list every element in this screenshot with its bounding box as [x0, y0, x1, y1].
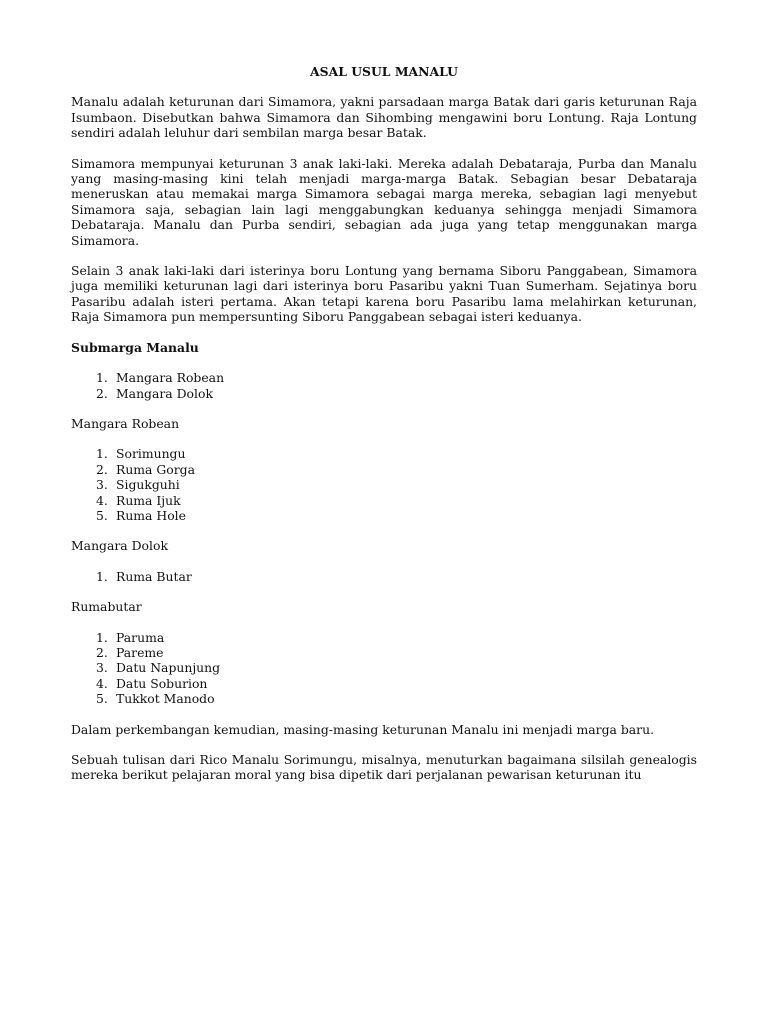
rumabutar-heading: Rumabutar — [71, 599, 142, 615]
document-title: ASAL USUL MANALU — [310, 64, 458, 79]
submarga-heading: Submarga Manalu — [71, 339, 199, 355]
list-item: 2. Pareme — [96, 644, 164, 660]
paragraph-descendants: Simamora mempunyai keturunan 3 anak laki-laki. Mereka adalah Debataraja, Purba dan Manalu yang masing-masing kini telah menjadi marga-marga Batak. Sebagian besar Debataraja meneruskan atau memakai marga Simamora sebagai marga mereka, sebagian lagi menyebut Simamora saja, sebagian lain lagi menggabungkan keduanya sehingga menjadi Simamora Debataraja. Manalu dan Purba sendiri, sebagian ada juga yang tetap menggunakan marga Simamora. — [71, 155, 697, 248]
list-item: 4. Datu Soburion — [96, 675, 208, 691]
submarga-list — [71, 370, 697, 401]
paragraph-development: Dalam perkembangan kemudian, masing-masing keturunan Manalu ini menjadi marga baru. — [71, 721, 655, 737]
robean-list — [71, 446, 697, 523]
list-item: 5. Tukkot Manodo — [96, 691, 215, 707]
list-item: 2. Ruma Gorga — [96, 461, 195, 477]
paragraph-writing: Sebuah tulisan dari Rico Manalu Sorimungu, misalnya, menuturkan bagaimana silsilah genealogis mereka berikut pelajaran moral yang bisa dipetik dari perjalanan pewarisan keturunan itu — [71, 752, 697, 783]
paragraph-wives: Selain 3 anak laki-laki dari isterinya boru Lontung yang bernama Siboru Panggabean, Simamora juga memiliki keturunan lagi dari isterinya boru Pasaribu yakni Tuan Sumerham. Sejatinya boru Pasaribu adalah isteri pertama. Akan tetapi karena boru Pasaribu lama melahirkan keturunan, Raja Simamora pun mempersunting Siboru Panggabean sebagai isteri keduanya. — [71, 263, 697, 325]
list-item: 1. Ruma Butar — [96, 568, 192, 584]
robean-heading: Mangara Robean — [71, 415, 180, 431]
list-item: 3. Datu Napunjung — [96, 660, 221, 676]
list-item: 5. Ruma Hole — [96, 507, 186, 523]
paragraph-intro: Manalu adalah keturunan dari Simamora, yakni parsadaan marga Batak dari garis keturunan Raja Isumbaon. Disebutkan bahwa Simamora dan Sihombing mengawini boru Lontung. Raja Lontung sendiri adalah leluhur dari sembilan marga besar Batak. — [71, 94, 697, 141]
list-item: 1. Mangara Robean — [96, 370, 225, 386]
dolok-list — [71, 569, 697, 584]
rumabutar-list — [71, 630, 697, 707]
dolok-heading: Mangara Dolok — [71, 538, 168, 554]
document-page — [71, 64, 697, 798]
list-item: 1. Paruma — [96, 629, 165, 645]
list-item: 2. Mangara Dolok — [96, 385, 213, 401]
list-item: 3. Sigukguhi — [96, 477, 180, 493]
list-item: 1. Sorimungu — [96, 446, 186, 462]
list-item: 4. Ruma Ijuk — [96, 492, 181, 508]
